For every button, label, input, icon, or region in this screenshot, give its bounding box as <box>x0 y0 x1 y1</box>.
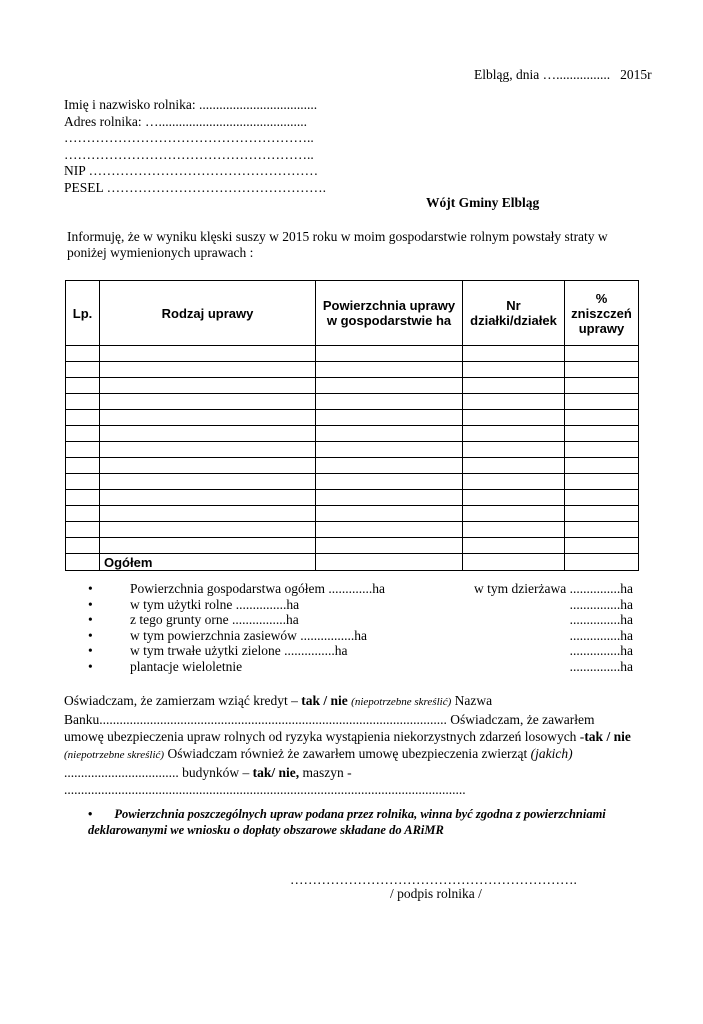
stat-label: z tego grunty orne ................ha <box>130 612 299 627</box>
cell[interactable] <box>463 410 565 426</box>
header-crop: Rodzaj uprawy <box>100 281 316 346</box>
table-header-row <box>66 281 639 346</box>
declaration-text: .................................. budynków – <box>64 765 253 780</box>
cell[interactable] <box>463 362 565 378</box>
table-total-row <box>66 554 639 571</box>
cell[interactable] <box>100 506 316 522</box>
header-area: Powierzchnia uprawy w gospodarstwie ha <box>316 281 463 346</box>
list-item <box>88 628 633 644</box>
stat-right: w tym dzierżawa ...............ha <box>474 581 633 596</box>
cell[interactable] <box>565 458 639 474</box>
note-text: Powierzchnia poszczególnych upraw podana przez rolnika, winna być zgodna z powierzchniami deklarowanymi we wniosku o dopłaty obszarowe składane do ARiMR <box>88 807 606 837</box>
stat-right: ...............ha <box>569 596 633 612</box>
cell[interactable] <box>100 490 316 506</box>
yes-no-buildings: tak/ nie, <box>252 765 300 780</box>
cell[interactable] <box>463 506 565 522</box>
cell[interactable] <box>66 474 100 490</box>
list-item <box>88 659 633 675</box>
cell[interactable] <box>565 426 639 442</box>
cell[interactable] <box>316 506 463 522</box>
cell[interactable] <box>565 378 639 394</box>
declaration-text: Oświadczam również że zawarłem umowę ubezpieczenia zwierząt <box>164 746 531 761</box>
cell[interactable] <box>565 490 639 506</box>
year-text: 2015r <box>620 67 652 82</box>
cell[interactable] <box>100 458 316 474</box>
stat-right: ...............ha <box>569 612 633 627</box>
cell[interactable] <box>66 410 100 426</box>
table-row <box>66 410 639 426</box>
table-row <box>66 346 639 362</box>
cell[interactable] <box>316 346 463 362</box>
declaration-text: maszyn - ....................................................................................................................... <box>64 765 466 797</box>
table-row <box>66 442 639 458</box>
cell[interactable] <box>66 538 100 554</box>
stat-right: ...............ha <box>569 643 633 658</box>
cell[interactable] <box>565 346 639 362</box>
cell <box>66 554 100 571</box>
cell[interactable] <box>565 362 639 378</box>
cell[interactable] <box>316 474 463 490</box>
cell[interactable] <box>316 522 463 538</box>
intro-paragraph: Informuję, że w wyniku klęski suszy w 2015 roku w moim gospodarstwie rolnym powstały straty w poniżej wymienionych uprawach : <box>67 229 608 260</box>
farmer-address-line-3: ……………………………………………….. <box>64 146 314 162</box>
table-row <box>66 426 639 442</box>
cell[interactable] <box>316 442 463 458</box>
bullet: • <box>88 581 93 596</box>
farm-area-list <box>88 581 633 674</box>
header-lp: Lp. <box>66 281 100 346</box>
cell[interactable] <box>565 554 639 571</box>
cell[interactable] <box>316 378 463 394</box>
date-line <box>474 67 652 83</box>
stat-right: ...............ha <box>569 658 633 674</box>
cell[interactable] <box>463 378 565 394</box>
list-item <box>88 612 633 628</box>
yes-no-insurance: tak / nie <box>584 729 631 744</box>
area-note <box>88 806 608 838</box>
farmer-pesel-line: PESEL …………………………………………. <box>64 179 327 195</box>
farmer-nip-line: NIP …………………………………………… <box>64 163 319 178</box>
signature-line: ………………………………………………………. <box>290 872 577 887</box>
farmer-name-line: Imię i nazwisko rolnika: ................................... <box>64 97 318 112</box>
header-plot: Nr działki/działek <box>463 281 565 346</box>
bullet: • <box>88 643 93 658</box>
which-animals: (jakich) <box>530 746 573 761</box>
cell[interactable] <box>316 426 463 442</box>
table-row <box>66 362 639 378</box>
table-row <box>66 378 639 394</box>
list-item <box>88 597 633 613</box>
table-row <box>66 506 639 522</box>
cell[interactable] <box>66 346 100 362</box>
cell[interactable] <box>100 522 316 538</box>
cell[interactable] <box>66 522 100 538</box>
cell[interactable] <box>463 442 565 458</box>
cell[interactable] <box>565 474 639 490</box>
cell[interactable] <box>463 474 565 490</box>
header-percent: % zniszczeń uprawy <box>565 281 639 346</box>
cell[interactable] <box>463 538 565 554</box>
cell[interactable] <box>316 410 463 426</box>
crop-loss-table <box>65 280 639 571</box>
cell[interactable] <box>565 506 639 522</box>
cell[interactable] <box>316 362 463 378</box>
cell[interactable] <box>66 506 100 522</box>
cell[interactable] <box>463 458 565 474</box>
cell[interactable] <box>565 442 639 458</box>
declaration-text: Nazwa Banku....................................................................................................... Oświadczam, że zawarłem umowę ubezpieczenia upraw rolnych od ryzyka wystąpienia niekorzystnych zdarzeń losowych - <box>64 693 595 744</box>
cell[interactable] <box>463 394 565 410</box>
stat-right: ...............ha <box>569 627 633 643</box>
cell[interactable] <box>565 410 639 426</box>
cell[interactable] <box>316 458 463 474</box>
total-label: Ogółem <box>100 554 316 571</box>
cell[interactable] <box>316 554 463 571</box>
cell[interactable] <box>316 394 463 410</box>
cell[interactable] <box>66 458 100 474</box>
signature-label: / podpis rolnika / <box>390 886 482 901</box>
cell[interactable] <box>66 394 100 410</box>
farmer-address-line: Adres rolnika: …............................................ <box>64 113 307 129</box>
bullet: • <box>88 627 93 643</box>
date-text: Elbląg, dnia …................ <box>474 67 611 82</box>
stat-label: w tym trwałe użytki zielone ...............ha <box>130 643 348 658</box>
table-row <box>66 538 639 554</box>
yes-no-credit: tak / nie <box>301 693 348 708</box>
strike-note: (niepotrzebne skreślić) <box>64 749 165 761</box>
bullet: • <box>88 658 93 674</box>
recipient: Wójt Gminy Elbląg <box>426 195 540 210</box>
cell[interactable] <box>66 362 100 378</box>
cell[interactable] <box>100 442 316 458</box>
declaration-paragraph <box>64 692 636 798</box>
stat-label: w tym użytki rolne ...............ha <box>130 596 300 612</box>
cell[interactable] <box>100 426 316 442</box>
bullet: • <box>88 612 93 627</box>
cell[interactable] <box>66 378 100 394</box>
cell[interactable] <box>100 538 316 554</box>
cell[interactable] <box>316 538 463 554</box>
cell[interactable] <box>100 362 316 378</box>
list-item <box>88 643 633 659</box>
cell[interactable] <box>463 554 565 571</box>
farmer-address-line-2: ……………………………………………….. <box>64 130 314 145</box>
cell[interactable] <box>463 346 565 362</box>
strike-note: (niepotrzebne skreślić) <box>351 696 452 708</box>
cell[interactable] <box>463 522 565 538</box>
list-item <box>88 581 633 597</box>
table-row <box>66 490 639 506</box>
stat-label: w tym powierzchnia zasiewów ................ha <box>130 627 367 643</box>
cell[interactable] <box>316 490 463 506</box>
bullet: • <box>88 807 93 821</box>
cell[interactable] <box>66 442 100 458</box>
cell[interactable] <box>565 538 639 554</box>
cell[interactable] <box>463 490 565 506</box>
farmer-details <box>64 97 326 196</box>
cell[interactable] <box>100 346 316 362</box>
stat-label: plantacje wieloletnie <box>130 658 243 674</box>
cell[interactable] <box>66 426 100 442</box>
cell[interactable] <box>100 474 316 490</box>
bullet: • <box>88 596 93 612</box>
declaration-text: Oświadczam, że zamierzam wziąć kredyt – <box>64 693 302 708</box>
cell[interactable] <box>565 394 639 410</box>
table-row <box>66 474 639 490</box>
cell[interactable] <box>100 410 316 426</box>
cell[interactable] <box>565 522 639 538</box>
cell[interactable] <box>100 394 316 410</box>
table-row <box>66 522 639 538</box>
cell[interactable] <box>66 490 100 506</box>
cell[interactable] <box>463 426 565 442</box>
stat-label: Powierzchnia gospodarstwa ogółem .............ha <box>130 581 385 596</box>
table-row <box>66 458 639 474</box>
cell[interactable] <box>100 378 316 394</box>
table-row <box>66 394 639 410</box>
